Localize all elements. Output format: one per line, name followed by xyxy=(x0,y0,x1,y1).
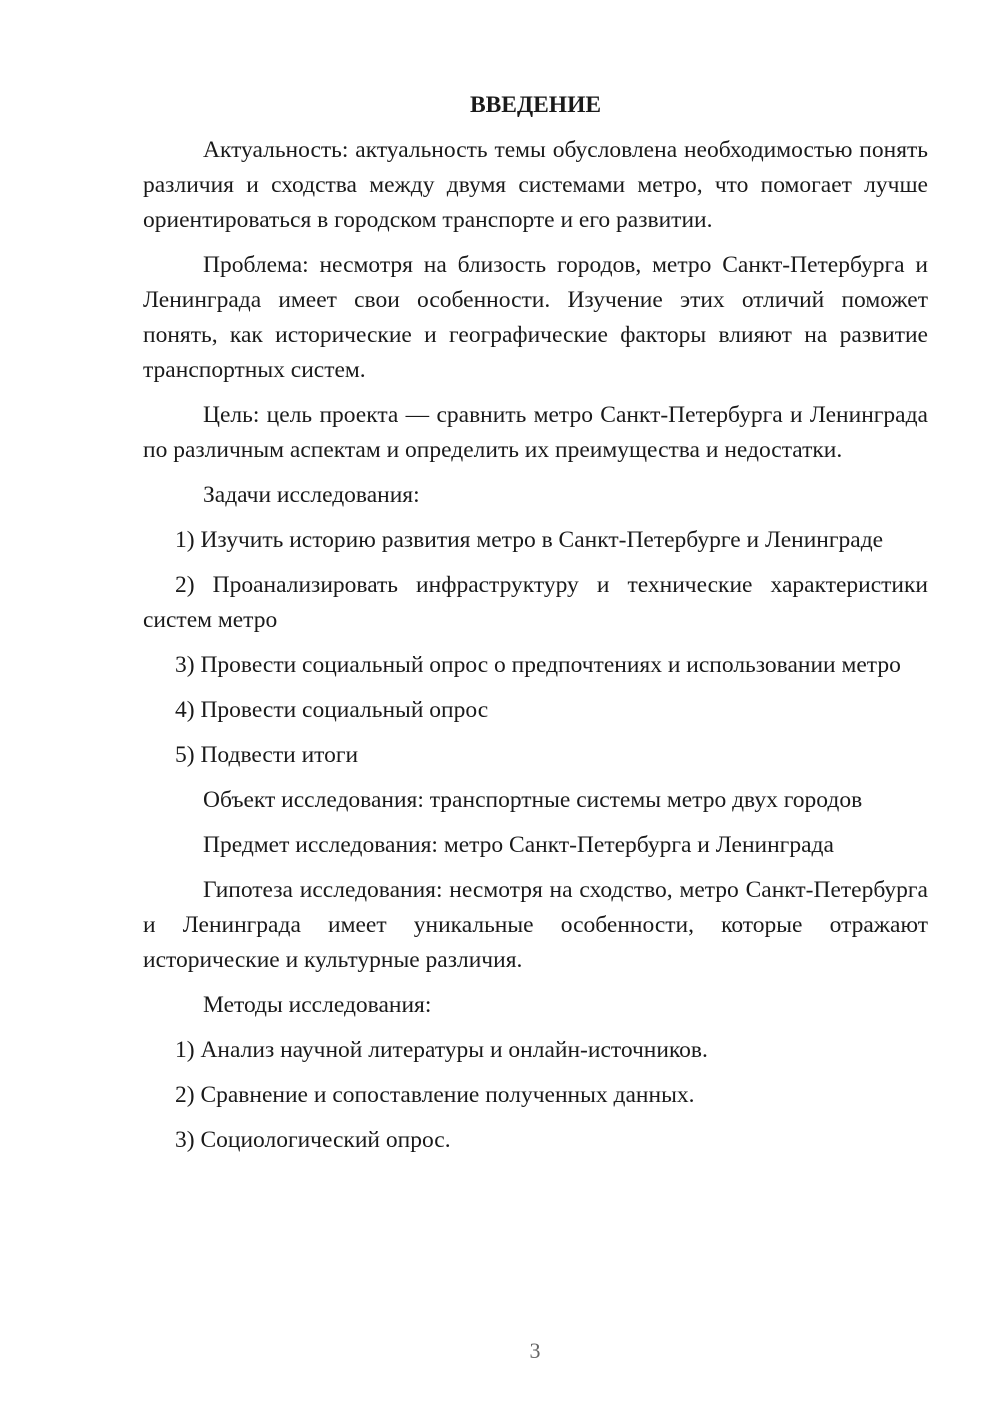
method-item: 3) Социологический опрос. xyxy=(175,1127,451,1153)
relevance-paragraph: Актуальность: актуальность темы обусловлена необходимостью понять различия и сходства между двумя системами метро, что помогает лучше ориентироваться в городском транспорте и его развитии. xyxy=(143,137,928,233)
task-item: 1) Изучить историю развития метро в Санкт-Петербурге и Ленинграде xyxy=(175,527,884,553)
task-item: 5) Подвести итоги xyxy=(175,742,359,768)
tasks-heading: Задачи исследования: xyxy=(203,482,420,508)
task-item: 4) Провести социальный опрос xyxy=(175,697,489,723)
task-item: 3) Провести социальный опрос о предпочтениях и использовании метро xyxy=(175,652,901,678)
hypothesis-paragraph: Гипотеза исследования: несмотря на сходство, метро Санкт-Петербурга и Ленинграда имеет уникальные особенности, которые отражают исторические и культурные различия. xyxy=(143,877,928,973)
problem-paragraph: Проблема: несмотря на близость городов, метро Санкт-Петербурга и Ленинграда имеет свои особенности. Изучение этих отличий поможет понять, как исторические и географические факторы влияют на развитие транспортных систем. xyxy=(143,252,928,383)
method-item: 2) Сравнение и сопоставление полученных данных. xyxy=(175,1082,695,1108)
methods-heading: Методы исследования: xyxy=(203,992,432,1018)
page-content xyxy=(143,88,928,1168)
goal-paragraph: Цель: цель проекта — сравнить метро Санкт-Петербурга и Ленинграда по различным аспектам и определить их преимущества и недостатки. xyxy=(143,402,928,463)
page-title: ВВЕДЕНИЕ xyxy=(469,92,602,118)
page-number: 3 xyxy=(529,1338,541,1363)
method-item: 1) Анализ научной литературы и онлайн-источников. xyxy=(175,1037,708,1063)
task-item: 2) Проанализировать инфраструктуру и технические характеристики систем метро xyxy=(143,572,928,633)
object-paragraph: Объект исследования: транспортные системы метро двух городов xyxy=(203,787,863,813)
subject-paragraph: Предмет исследования: метро Санкт-Петербурга и Ленинграда xyxy=(203,832,834,858)
